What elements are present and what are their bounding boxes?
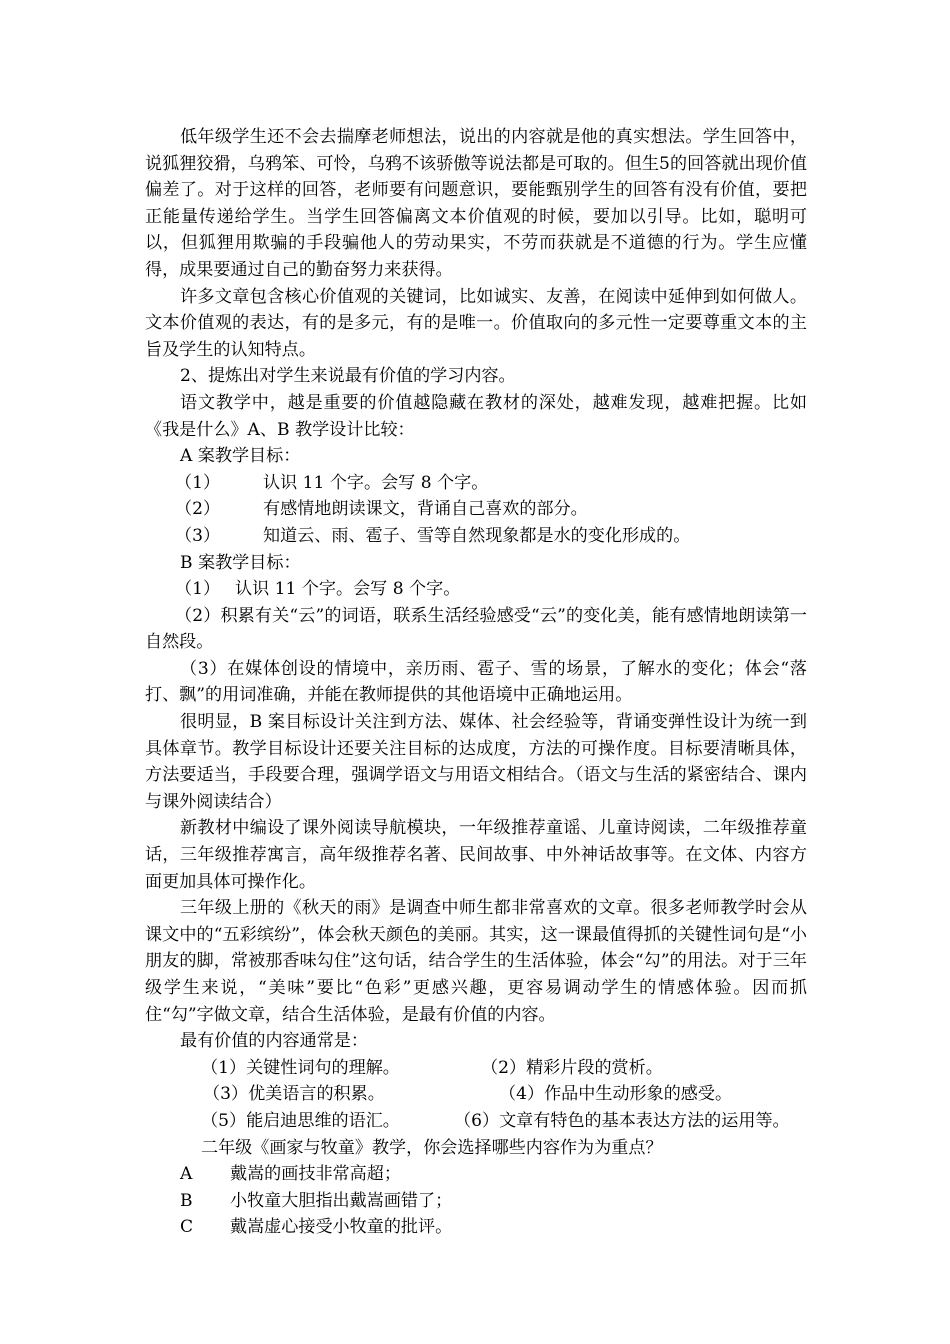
paragraph-core-values: 许多文章包含核心价值观的关键词，比如诚实、友善，在阅读中延伸到如何做人。文本价值观的表达，有的是多元，有的是唯一。价值取向的多元性一定要尊重文本的主旨及学生的认知特点。 (145, 286, 807, 360)
paragraph-valuable-content: 最有价值的内容通常是： (180, 1031, 369, 1052)
option-a (145, 1161, 807, 1188)
content-list-item: （1）关键性词句的理解。 (201, 1057, 400, 1078)
plan-a-item-text: 有感情地朗读课文，背诵自己喜欢的部分。 (263, 499, 588, 520)
content-list-item: （6）文章有特色的基本表达方法的运用等。 (454, 1110, 790, 1131)
plan-a-item-number: （2） (175, 499, 221, 520)
option-text: 小牧童大胆指出戴嵩画错了； (230, 1190, 453, 1211)
content-list-item: （4）作品中生动形象的感受。 (499, 1084, 733, 1105)
content-list-item: （5）能启迪思维的语汇。 (201, 1110, 400, 1131)
plan-b-item-2: （2）积累有关“云”的词语，联系生活经验感受“云”的变化美，能有感情地朗读第一自然段。 (145, 605, 807, 653)
option-text: 戴嵩虚心接受小牧童的批评。 (230, 1217, 453, 1238)
option-letter: C (180, 1217, 194, 1238)
content-list-item: （3）优美语言的积累。 (203, 1084, 385, 1105)
content-list-row-3 (145, 1108, 807, 1135)
paragraph-student-answers: 低年级学生还不会去揣摩老师想法，说出的内容就是他的真实想法。学生回答中，说狐狸狡猾，乌鸦笨、可怜，乌鸦不该骄傲等说法都是可取的。但生5的回答就出现价值偏差了。对于这样的回答，老师要有问题意识，要能甄别学生的回答有没有价值，要把正能量传递给学生。当学生回答偏离文本价值观的时候，要加以引导。比如，聪明可以，但狐狸用欺骗的手段骗他人的劳动果实，不劳而获就是不道德的行为。学生应懂得，成果要通过自己的勤奋努力来获得。 (145, 127, 807, 280)
content-list-row-1 (145, 1055, 807, 1082)
option-letter: B (180, 1190, 193, 1211)
paragraph-analysis: 很明显，B 案目标设计关注到方法、媒体、社会经验等，背诵变弹性设计为统一到具体章节。教学目标设计还要关注目标的达成度，方法的可操作度。目标要清晰具体，方法要适当，手段要合理，强调学语文与用语文相结合。（语文与生活的紧密结合、课内与课外阅读结合） (145, 712, 807, 812)
plan-a-item-number: （3） (175, 525, 221, 546)
plan-b-item-3: （3）在媒体创设的情境中，亲历雨、雹子、雪的场景，了解水的变化；体会“落打、飘”的用词准确，并能在教师提供的其他语境中正确地运用。 (145, 658, 807, 706)
plan-b-item-1 (145, 576, 807, 603)
content-list-row-2 (145, 1081, 807, 1108)
plan-b-item-number: （1） (175, 579, 221, 600)
document-body (145, 124, 807, 1241)
option-c (145, 1214, 807, 1241)
plan-a-item-number: （1） (175, 472, 221, 493)
content-list-item: （2）精彩片段的赏析。 (481, 1057, 663, 1078)
paragraph-new-textbook: 新教材中编设了课外阅读导航模块，一年级推荐童谣、儿童诗阅读，二年级推荐童话，三年级推荐寓言，高年级推荐名著、民间故事、中外神话故事等。在文体、内容方面更加具体可操作化。 (145, 818, 807, 892)
paragraph-question: 二年级《画家与牧童》教学，你会选择哪些内容作为为重点？ (201, 1137, 663, 1158)
option-letter: A (180, 1164, 193, 1185)
plan-a-item-text: 知道云、雨、雹子、雪等自然现象都是水的变化形成的。 (263, 525, 691, 546)
plan-a-item-1 (145, 470, 807, 497)
option-text: 戴嵩的画技非常高超； (230, 1164, 401, 1185)
plan-a-item-text: 认识 11 个字。会写 8 个字。 (263, 472, 489, 493)
paragraph-comparison-intro: 语文教学中，越是重要的价值越隐藏在教材的深处，越难发现，越难把握。比如《我是什么》A、B 教学设计比较： (145, 392, 807, 440)
paragraph-autumn-rain: 三年级上册的《秋天的雨》是调查中师生都非常喜欢的文章。很多老师教学时会从课文中的“五彩缤纷”，体会秋天颜色的美丽。其实，这一课最值得抓的关键性词句是“小朋友的脚，常被那香味勾住”这句话，结合学生的生活体验，体会“勾”的用法。对于三年级学生来说，“美味”要比“色彩”更感兴趣，更容易调动学生的情感体验。因而抓住“勾”字做文章，结合生活体验，是最有价值的内容。 (145, 898, 807, 1025)
option-b (145, 1188, 807, 1215)
plan-a-item-3 (145, 523, 807, 550)
plan-a-item-2 (145, 496, 807, 523)
plan-b-item-text: 认识 11 个字。会写 8 个字。 (235, 579, 461, 600)
plan-b-heading: B 案教学目标： (180, 552, 301, 573)
section-heading-2: 2、提炼出对学生来说最有价值的学习内容。 (180, 366, 516, 387)
plan-a-heading: A 案教学目标： (180, 446, 301, 467)
